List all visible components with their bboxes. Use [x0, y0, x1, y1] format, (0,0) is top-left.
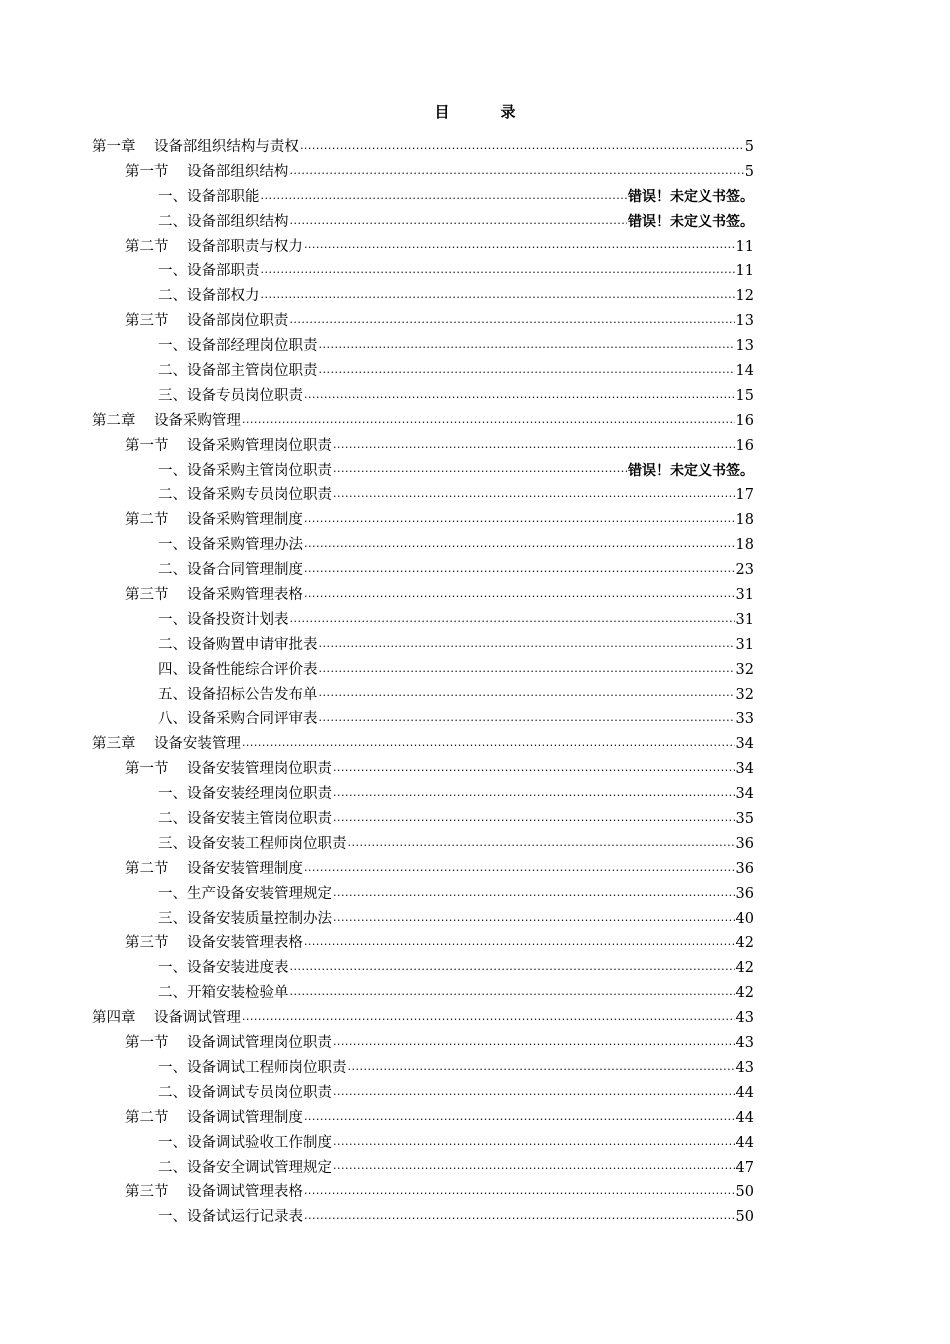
toc-entry-gap	[136, 732, 154, 757]
toc-entry-number: 一、	[158, 960, 187, 977]
toc-dot-leader	[304, 560, 735, 578]
toc-entry-gap	[169, 508, 187, 533]
toc-entry-gap	[169, 757, 187, 782]
toc-entry[interactable]	[92, 1156, 754, 1181]
toc-entry[interactable]	[92, 1180, 754, 1205]
toc-entry-number: 一、	[158, 537, 187, 554]
toc-entry[interactable]	[92, 981, 754, 1006]
toc-page-number: 36	[735, 860, 754, 877]
toc-entry[interactable]	[92, 1006, 754, 1031]
toc-entry-number: 第三节	[125, 587, 169, 604]
toc-page-number: 42	[735, 985, 754, 1002]
toc-entry-title: 设备安装工程师岗位职责	[187, 835, 347, 852]
toc-page-number: 31	[735, 587, 754, 604]
toc-entry-number: 第三章	[92, 736, 136, 753]
toc-entry-number: 第二节	[125, 238, 169, 255]
toc-entry[interactable]	[92, 882, 754, 907]
toc-entry[interactable]	[92, 1031, 754, 1056]
toc-entry[interactable]	[92, 583, 754, 608]
toc-entry-number: 第一节	[125, 437, 169, 454]
toc-entry-number: 一、	[158, 611, 187, 628]
toc-entry-number: 第一节	[125, 761, 169, 778]
toc-dot-leader	[304, 1207, 735, 1225]
toc-entry[interactable]	[92, 483, 754, 508]
toc-page-number: 43	[735, 1059, 754, 1076]
toc-dot-leader	[289, 162, 743, 180]
toc-bookmark-error: 错误！未定义书签。	[628, 188, 754, 205]
toc-entry[interactable]	[92, 658, 754, 683]
toc-page-number: 33	[735, 711, 754, 728]
toc-entry-title: 设备采购管理办法	[187, 537, 303, 554]
toc-entry-title: 设备购置申请审批表	[187, 636, 318, 653]
toc-entry[interactable]	[92, 1081, 754, 1106]
toc-entry-title: 设备安装质量控制办法	[187, 910, 332, 927]
toc-dot-leader	[290, 983, 735, 1001]
toc-entry-title: 设备采购专员岗位职责	[187, 487, 332, 504]
toc-page-number: 14	[735, 363, 754, 379]
toc-entry[interactable]	[92, 508, 754, 533]
toc-dot-leader	[304, 236, 735, 254]
toc-entry[interactable]	[92, 932, 754, 957]
toc-entry-title: 设备采购管理	[153, 412, 241, 429]
toc-entry-number: 一、	[158, 263, 187, 280]
toc-dot-leader	[333, 809, 735, 827]
toc-dot-leader	[290, 610, 735, 628]
toc-entry-title: 设备部组织结构	[187, 213, 289, 230]
toc-entry-number: 四、	[158, 661, 187, 678]
toc-entry[interactable]	[92, 235, 754, 260]
toc-dot-leader	[333, 1133, 735, 1151]
toc-entry-title: 设备性能综合评价表	[187, 661, 318, 678]
toc-dot-leader	[319, 361, 735, 379]
toc-bookmark-error: 错误！未定义书签。	[628, 213, 754, 230]
toc-entry-number: 五、	[158, 686, 187, 703]
toc-page-number: 44	[735, 1084, 754, 1101]
toc-dot-leader	[333, 759, 735, 777]
toc-entry-title: 设备调试管理岗位职责	[186, 1035, 332, 1052]
toc-entry[interactable]	[92, 956, 754, 981]
toc-entry-number: 二、	[158, 985, 187, 1002]
toc-dot-leader	[289, 311, 734, 329]
toc-page-number: 32	[735, 686, 754, 703]
toc-entry-number: 三、	[158, 910, 187, 927]
toc-page-number: 40	[735, 910, 754, 927]
toc-entry[interactable]	[92, 309, 754, 334]
toc-dot-leader	[333, 436, 735, 454]
toc-dot-leader	[304, 1182, 735, 1200]
toc-entry[interactable]	[92, 732, 754, 757]
toc-entry-title: 开箱安装检验单	[187, 985, 289, 1002]
toc-dot-leader	[333, 485, 735, 503]
toc-entry-title: 生产设备安装管理规定	[187, 885, 332, 902]
toc-dot-leader	[261, 187, 628, 205]
toc-entry-gap	[169, 1106, 187, 1131]
toc-entry-title: 设备招标公告发布单	[187, 686, 318, 703]
toc-entry-title: 设备采购合同评审表	[187, 711, 318, 728]
toc-entry-title: 设备专员岗位职责	[187, 387, 303, 404]
toc-entry[interactable]	[92, 907, 754, 932]
toc-entry-number: 一、	[158, 1209, 187, 1226]
toc-entry[interactable]	[92, 608, 754, 633]
toc-dot-leader	[333, 460, 627, 478]
toc-entry-number: 第三节	[125, 935, 169, 952]
toc-entry-title: 设备部职责	[187, 263, 260, 280]
toc-page-number: 32	[735, 661, 754, 678]
toc-page-number: 43	[735, 1010, 754, 1027]
toc-page-number: 42	[735, 960, 754, 977]
toc-entry-number: 一、	[158, 188, 187, 205]
toc-entry-gap	[169, 235, 187, 260]
toc-dot-leader	[242, 411, 735, 429]
toc-dot-leader	[333, 784, 735, 802]
toc-entry-number: 一、	[158, 462, 187, 479]
toc-page-number: 36	[735, 835, 754, 852]
toc-entry-number: 二、	[158, 1159, 187, 1176]
toc-bookmark-error: 错误！未定义书签。	[628, 462, 754, 479]
toc-entry-number: 二、	[158, 487, 187, 504]
toc-page-number: 5	[744, 163, 754, 180]
toc-dot-leader	[319, 684, 735, 702]
toc-dot-leader	[304, 386, 735, 404]
toc-entry-title: 设备采购管理制度	[186, 512, 303, 529]
toc-page-number: 16	[735, 437, 754, 454]
toc-entry[interactable]	[92, 1131, 754, 1156]
toc-entry[interactable]	[92, 210, 754, 235]
toc-entry-title: 设备调试工程师岗位职责	[187, 1059, 347, 1076]
toc-entry-number: 第二节	[125, 1109, 169, 1126]
toc-entry[interactable]	[92, 409, 754, 434]
toc-page-number: 5	[744, 138, 754, 155]
toc-dot-leader	[304, 859, 735, 877]
toc-entry-gap	[169, 1031, 187, 1056]
toc-entry-number: 第三节	[125, 1184, 169, 1201]
toc-entry-number: 第三节	[125, 313, 169, 330]
toc-entry-title: 设备安装管理表格	[186, 935, 303, 952]
toc-entry-title: 设备采购主管岗位职责	[187, 462, 332, 479]
toc-entry-number: 第四章	[92, 1010, 136, 1027]
toc-entry-title: 设备安装管理岗位职责	[186, 761, 332, 778]
toc-entry-title: 设备安装管理制度	[186, 860, 303, 877]
toc-dot-leader	[319, 709, 735, 727]
toc-entry-number: 一、	[158, 1059, 187, 1076]
toc-dot-leader	[304, 535, 735, 553]
toc-entry-number: 一、	[158, 1134, 187, 1151]
toc-dot-leader	[319, 635, 735, 653]
toc-page-number: 36	[735, 885, 754, 902]
toc-entry-title: 设备合同管理制度	[187, 562, 303, 579]
toc-entry[interactable]	[92, 359, 754, 384]
toc-entry[interactable]	[92, 259, 754, 284]
toc-entry-title: 设备部岗位职责	[186, 313, 289, 330]
toc-entry-gap	[136, 135, 154, 160]
toc-page-number: 12	[735, 288, 754, 305]
toc-page-number: 31	[735, 636, 754, 653]
toc-entry[interactable]	[92, 459, 754, 484]
toc-dot-leader	[304, 933, 735, 951]
toc-page-number: 11	[735, 263, 754, 280]
toc-entry-title: 设备安装管理	[153, 736, 241, 753]
toc-entry-gap	[169, 1180, 187, 1205]
toc-entry[interactable]	[92, 832, 754, 857]
toc-entry-title: 设备部组织结构与责权	[153, 138, 299, 155]
toc-entry-title: 设备试运行记录表	[187, 1209, 303, 1226]
toc-dot-leader	[319, 336, 735, 354]
toc-page-number: 50	[735, 1184, 754, 1201]
toc-entry-title: 设备调试专员岗位职责	[187, 1084, 332, 1101]
toc-entry-title: 设备调试管理	[153, 1010, 241, 1027]
toc-page-number: 13	[735, 313, 754, 330]
toc-entry-title: 设备采购管理表格	[186, 587, 303, 604]
toc-dot-leader	[333, 884, 735, 902]
toc-entry-gap	[169, 931, 187, 956]
toc-entry-number: 第二节	[125, 860, 169, 877]
toc-entry-title: 设备调试管理表格	[186, 1184, 303, 1201]
toc-entry[interactable]	[92, 1056, 754, 1081]
toc-entry[interactable]	[92, 707, 754, 732]
toc-entry-number: 二、	[158, 213, 187, 230]
toc-page-number: 44	[735, 1109, 754, 1126]
toc-page-number: 44	[735, 1134, 754, 1151]
toc-entry-number: 二、	[158, 288, 187, 305]
toc-entry-number: 第二节	[125, 512, 169, 529]
toc-page-number: 17	[735, 487, 754, 504]
toc-entry[interactable]	[92, 782, 754, 807]
toc-entry-title: 设备安全调试管理规定	[187, 1159, 332, 1176]
toc-entry-title: 设备调试管理制度	[186, 1109, 303, 1126]
toc-entry[interactable]	[92, 384, 754, 409]
toc-dot-leader	[261, 286, 735, 304]
toc-page-number: 34	[735, 786, 754, 803]
toc-entry-title: 设备调试验收工作制度	[187, 1134, 332, 1151]
toc-entry[interactable]	[92, 633, 754, 658]
toc-page-number: 11	[735, 238, 754, 255]
toc-entry-number: 第二章	[92, 412, 136, 429]
toc-page-number: 16	[735, 412, 754, 429]
toc-page-number: 35	[735, 811, 754, 828]
toc-entry[interactable]	[92, 284, 754, 309]
toc-entry-title: 设备安装主管岗位职责	[187, 811, 332, 828]
toc-dot-leader	[290, 958, 735, 976]
toc-entry-number: 第一章	[92, 138, 136, 155]
toc-entry-title: 设备部经理岗位职责	[187, 338, 318, 355]
toc-entry[interactable]	[92, 807, 754, 832]
toc-entry-gap	[136, 409, 154, 434]
toc-entry-gap	[169, 434, 187, 459]
toc-page-number: 42	[735, 935, 754, 952]
toc-entry-number: 三、	[158, 835, 187, 852]
table-of-contents	[92, 135, 754, 1230]
toc-entry-gap	[169, 583, 187, 608]
toc-entry[interactable]	[92, 683, 754, 708]
toc-entry-title: 设备投资计划表	[187, 611, 289, 628]
toc-entry-title: 设备部组织结构	[186, 163, 289, 180]
toc-title: 目 录	[434, 103, 534, 121]
toc-entry-number: 二、	[158, 1084, 187, 1101]
toc-page-number: 23	[735, 562, 754, 579]
toc-entry[interactable]	[92, 434, 754, 459]
toc-dot-leader	[304, 585, 735, 603]
toc-page-number: 18	[735, 512, 754, 529]
toc-entry-title: 设备安装经理岗位职责	[187, 786, 332, 803]
toc-page-number: 43	[735, 1035, 754, 1052]
toc-entry-number: 二、	[158, 363, 187, 379]
toc-entry-number: 一、	[158, 338, 187, 355]
toc-entry-number: 二、	[158, 811, 187, 828]
toc-entry-number: 第一节	[125, 1035, 169, 1052]
toc-entry-title: 设备安装进度表	[187, 960, 289, 977]
toc-entry-title: 设备采购管理岗位职责	[186, 437, 332, 454]
toc-entry-number: 二、	[158, 636, 187, 653]
toc-dot-leader	[261, 261, 735, 279]
toc-entry-gap	[169, 857, 187, 882]
toc-entry-gap	[169, 160, 187, 185]
toc-page-number: 15	[735, 387, 754, 404]
toc-dot-leader	[333, 1157, 735, 1175]
toc-dot-leader	[348, 834, 735, 852]
toc-entry-title: 设备部权力	[187, 288, 260, 305]
toc-entry[interactable]	[92, 160, 754, 185]
toc-dot-leader	[242, 734, 735, 752]
toc-entry[interactable]	[92, 558, 754, 583]
toc-entry[interactable]	[92, 135, 754, 160]
toc-entry[interactable]	[92, 533, 754, 558]
toc-entry-number: 三、	[158, 387, 187, 404]
toc-entry[interactable]	[92, 185, 754, 210]
toc-entry[interactable]	[92, 1106, 754, 1131]
toc-page-number: 34	[735, 736, 754, 753]
toc-page-number: 31	[735, 611, 754, 628]
toc-dot-leader	[333, 1083, 735, 1101]
toc-entry-number: 第一节	[125, 163, 169, 180]
toc-dot-leader	[319, 660, 735, 678]
toc-dot-leader	[300, 137, 744, 155]
toc-entry[interactable]	[92, 857, 754, 882]
toc-page-number: 47	[735, 1159, 754, 1176]
toc-entry-title: 设备部职责与权力	[186, 238, 303, 255]
toc-entry-title: 设备部职能	[187, 188, 260, 205]
toc-dot-leader	[304, 510, 735, 528]
toc-dot-leader	[333, 909, 735, 927]
toc-dot-leader	[290, 212, 628, 230]
toc-entry[interactable]	[92, 1205, 754, 1230]
toc-entry-number: 八、	[158, 711, 187, 728]
toc-entry-gap	[136, 1006, 154, 1031]
toc-entry-number: 二、	[158, 562, 187, 579]
toc-entry-number: 一、	[158, 786, 187, 803]
toc-dot-leader	[304, 1108, 735, 1126]
toc-dot-leader	[348, 1058, 735, 1076]
toc-page-number: 18	[735, 537, 754, 554]
toc-page-number: 34	[735, 761, 754, 778]
toc-dot-leader	[333, 1033, 735, 1051]
toc-entry[interactable]	[92, 757, 754, 782]
toc-entry-title: 设备部主管岗位职责	[187, 363, 318, 379]
toc-entry[interactable]	[92, 334, 754, 359]
toc-entry-number: 一、	[158, 885, 187, 902]
toc-entry-gap	[169, 309, 187, 334]
toc-page-number: 13	[735, 338, 754, 355]
toc-dot-leader	[242, 1008, 735, 1026]
toc-page-number: 50	[735, 1209, 754, 1226]
